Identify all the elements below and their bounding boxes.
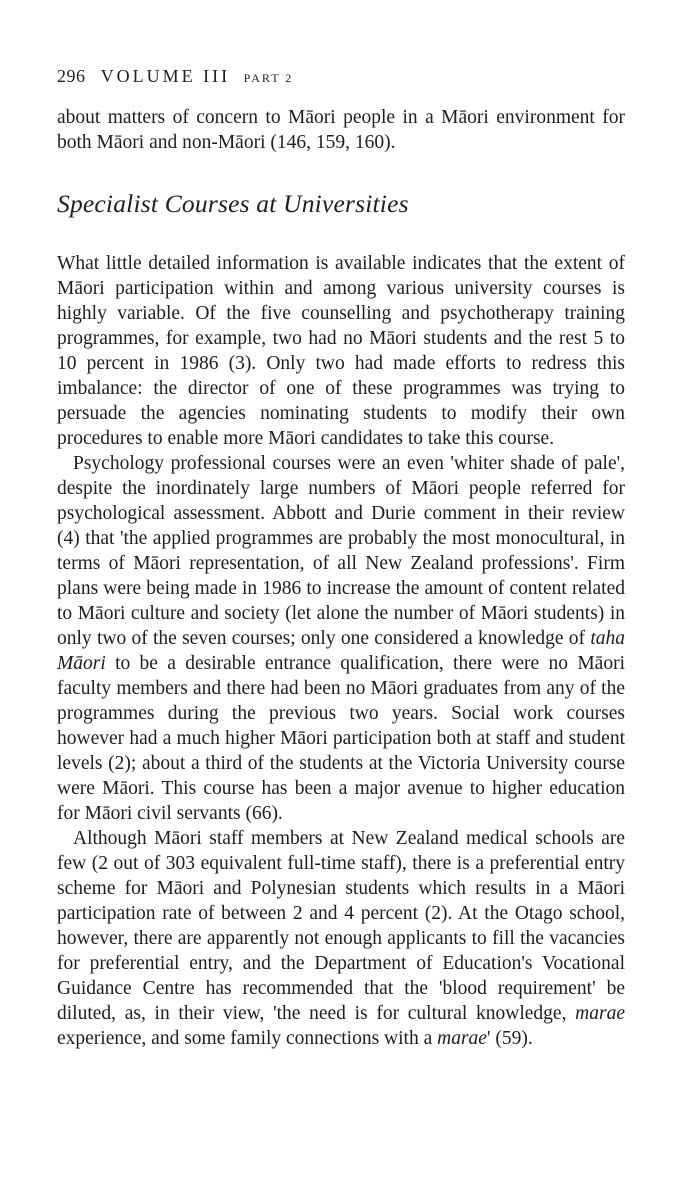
paragraph-text: to be a desirable entrance qualification, there were no Māori faculty members and there had been no Māori graduates from any of the programmes during the previous two years. Social work courses however had a much higher Māori participation both at staff and student levels (2); about a third of the students at the Victoria University course were Māori. This course has been a major avenue to higher education for Māori civil servants (66). (57, 653, 625, 824)
paragraph-text: ' (59). (486, 1028, 533, 1049)
body-paragraph-3 (57, 826, 625, 1051)
part-label: PART 2 (243, 71, 294, 85)
page-number: 296 (57, 66, 86, 86)
continued-paragraph: about matters of concern to Māori people in a Māori environment for both Māori and non-Māori (146, 159, 160). (57, 107, 625, 153)
running-head (57, 64, 625, 91)
body-paragraph-2 (57, 451, 625, 826)
paragraph-text: Psychology professional courses were an even 'whiter shade of pale', despite the inordinately large numbers of Māori people referred for psychological assessment. Abbott and Durie comment in their review (4) that 'the applied programmes are probably the most monocultural, in terms of Māori representation, of all New Zealand professions'. Firm plans were being made in 1986 to increase the amount of content related to Māori culture and society (let alone the number of Māori students) in only two of the seven courses; only one considered a knowledge of (57, 453, 625, 649)
section-heading: Specialist Courses at Universities (57, 189, 409, 218)
italic-term: marae (575, 1003, 625, 1024)
book-page (57, 64, 625, 1051)
italic-term: taha Māori (57, 628, 625, 674)
volume-label: VOLUME III (100, 66, 231, 86)
paragraph-text: experience, and some family connections with a (57, 1028, 438, 1049)
body-paragraph-1: What little detailed information is available indicates that the extent of Māori participation within and among various university courses is highly variable. Of the five counselling and psychotherapy training programmes, for example, two had no Māori students and the rest 5 to 10 percent in 1986 (3). Only two had made efforts to redress this imbalance: the director of one of these programmes was trying to persuade the agencies nominating students to modify their own procedures to enable more Māori candidates to take this course. (57, 253, 625, 449)
paragraph-text: Although Māori staff members at New Zealand medical schools are few (2 out of 303 equivalent full-time staff), there is a preferential entry scheme for Māori and Polynesian students which results in a Māori participation rate of between 2 and 4 percent (2). At the Otago school, however, there are apparently not enough applicants to fill the vacancies for preferential entry, and the Department of Education's Vocational Guidance Centre has recommended that the 'blood requirement' be diluted, as, in their view, 'the need is for cultural knowledge, (57, 828, 625, 1024)
italic-term: marae (437, 1028, 487, 1049)
